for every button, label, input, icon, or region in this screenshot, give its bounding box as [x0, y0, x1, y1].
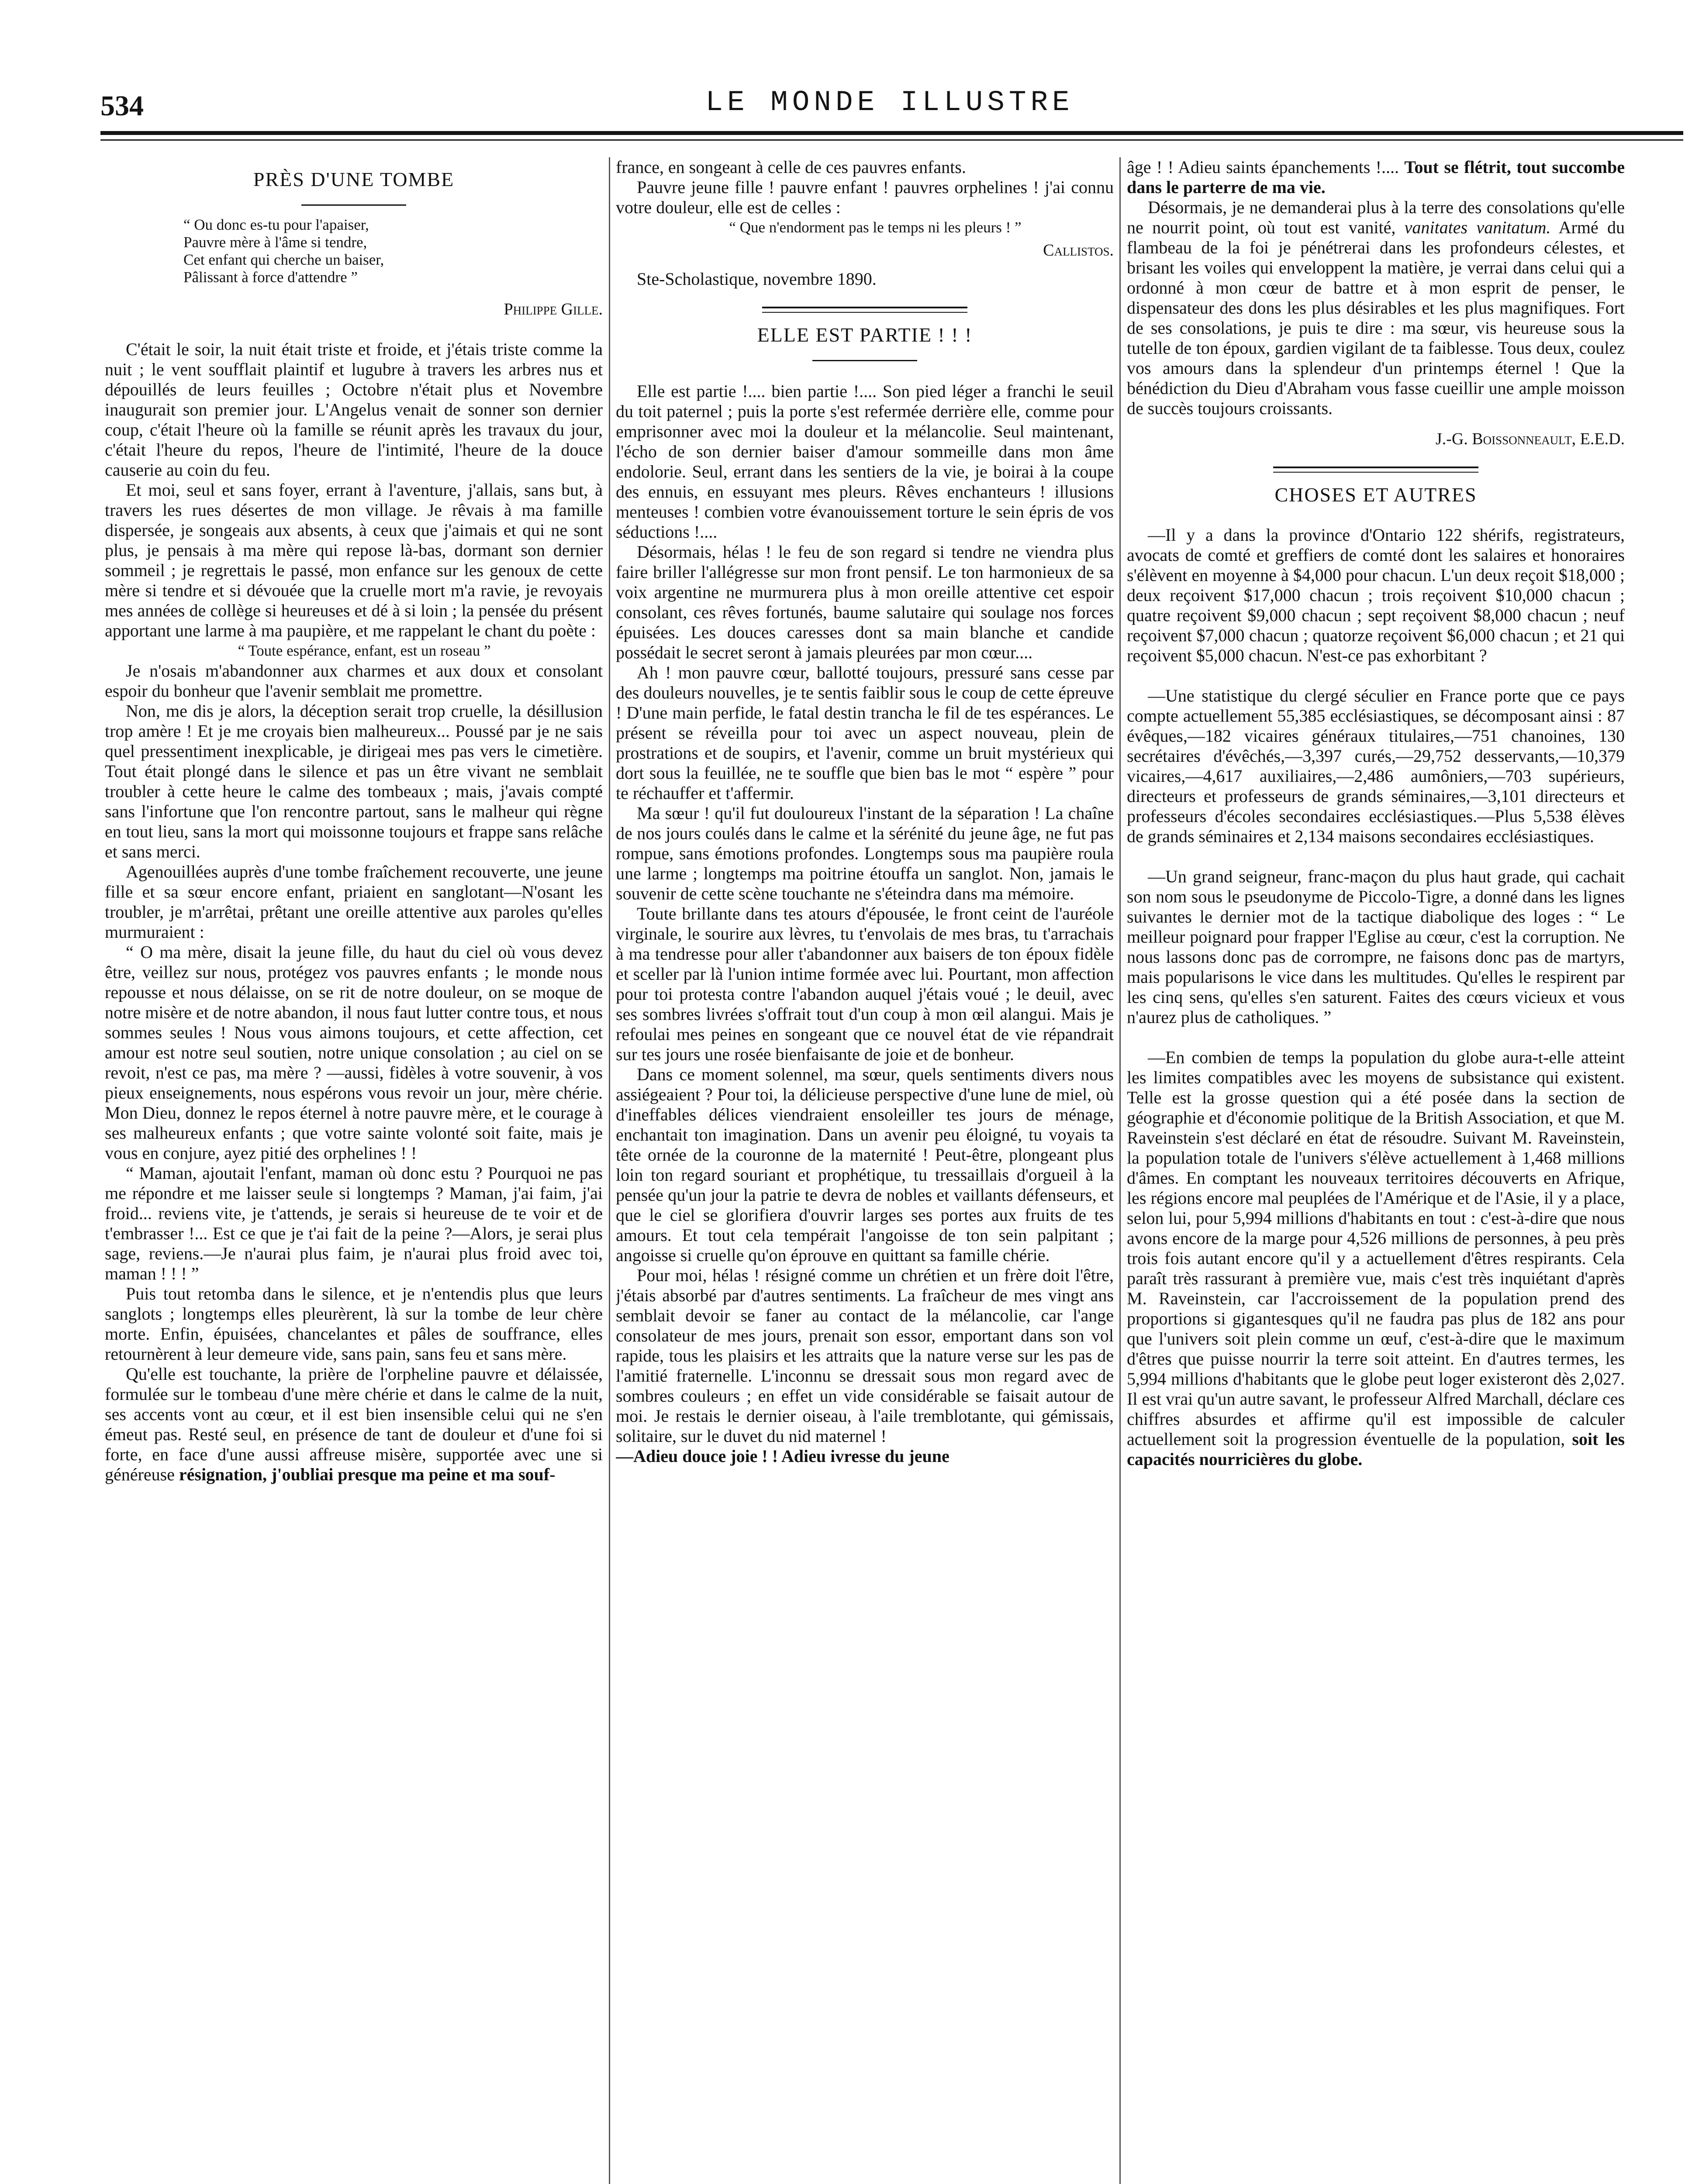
header-rule [100, 131, 1683, 141]
title-rule [812, 360, 917, 361]
paragraph: —Une statistique du clergé séculier en France porte que ce pays compte actuellement 55,385 ecclésiastiques, se décomposant ainsi : 87 évêques,—182 vicaires généraux titulaires,—751 chanoines, 130 secrétaires d'évêchés,—3,397 curés,—29,752 desservants,—10,379 vicaires,—4,617 auxiliaires,—2,486 aumôniers,—703 supérieurs, directeurs et professeurs de grands séminaires,—3,101 directeurs et professeurs d'écoles secondaires ecclésiastiques.—Plus 5,538 élèves de grands séminaires et 2,134 maisons secondaires ecclésiastiques. [1127, 686, 1625, 846]
quote: “ Toute espérance, enfant, est un roseau ” [238, 642, 491, 659]
article-title: CHOSES ET AUTRES [1274, 484, 1477, 506]
paragraph: —Un grand seigneur, franc-maçon du plus haut grade, qui cachait son nom sous le pseudonyme de Piccolo-Tigre, a donné dans les lignes suivantes le dernier mot de la tactique diabolique des loges : “ Le meilleur poignard pour frapper l'Eglise au cœur, c'est la corruption. Ne nous lassons donc pas de corrompre, ne faisons donc pas de martyrs, mais popularisons le vice dans les multitudes. Qu'elles le respirent par les cinq sens, qu'elles s'en saturent. Faites des cœurs vicieux et vous n'aurez plus de catholiques. ” [1127, 867, 1625, 1027]
article-title: ELLE EST PARTIE ! ! ! [757, 324, 973, 346]
text-run: Qu'elle est touchante, la prière de l'orpheline pauvre et délaissée, formulée sur le tombeau d'une mère chérie et dans le calme de la nuit, ses accents vont au cœur, et il est bien insensible celui qui ne s'en émeut pas. Resté seul, en présence de tant de douleur et d'une foi si forte, en face d'une aussi affreuse misère, supportée avec une si généreuse [105, 1364, 603, 1484]
section-rule [762, 307, 967, 313]
column-divider [1119, 157, 1121, 2184]
page-number: 534 [100, 90, 144, 122]
paragraph: Je n'osais m'abandonner aux charmes et aux doux et consolant espoir du bonheur que l'avenir semblait me promettre. [105, 661, 603, 701]
running-title: LE MONDE ILLUSTRE [705, 86, 1074, 119]
epigraph-line: Pauvre mère à l'âme si tendre, [183, 234, 367, 251]
paragraph: C'était le soir, la nuit était triste et froide, et j'étais triste comme la nuit ; le vent soufflait plaintif et lugubre à travers les arbres nus et dépouillés de leurs feuilles ; Octobre n'était plus et Novembre inaugurait son premier jour. L'Angelus venait de sonner son dernier coup, c'était l'heure où la famille se réunit après les travaux du jour, c'était l'heure du repos, l'heure de l'intimité, l'heure de la douce causerie au coin du feu. [105, 339, 603, 480]
paragraph: Dans ce moment solennel, ma sœur, quels sentiments divers nous assiégeaient ? Pour toi, la délicieuse perspective d'une lune de miel, où d'ineffables délices viendraient ensoleiller tes jours de ménage, enchantait ton imagination. Dans un avenir peu éloigné, tu voyais ta tête ornée de la couronne de la maternité ! Peut-être, plongeant plus loin ton regard souriant et prophétique, tu tressaillais d'orgueil à la pensée qu'un jour la patrie te devra de nobles et vaillants défenseurs, et que le ciel se glorifiera d'ouvrir larges ses portes aux fruits de tes amours. Et tout cela tempérait l'angoisse de ton sein palpitant ; angoisse si cruelle qu'on éprouve en quittant sa famille chérie. [616, 1064, 1114, 1265]
paragraph: Pour moi, hélas ! résigné comme un chrétien et un frère doit l'être, j'étais absorbé par d'autres sentiments. La fraîcheur de mes vingt ans semblait devoir se faner au contact de la mélancolie, car l'ange consolateur de mes jours, prenait son essor, emportant dans son vol rapide, tous les plaisirs et les attraits que la nature verse sur les pas de l'amitié fraternelle. L'inconnu se dressait sous mon regard avec de sombres couleurs ; en effet un vide considérable se faisait autour de moi. Je restais le dernier oiseau, à l'aile tremblotante, qui gémissais, solitaire, sur le duvet du nid maternel ! [616, 1265, 1114, 1446]
paragraph: Ma sœur ! qu'il fut douloureux l'instant de la séparation ! La chaîne de nos jours coulés dans le calme et la sérénité du jeune âge, ne fut pas rompue, sans émotions profondes. Longtemps sous ma paupière roula une larme ; longtemps ma poitrine étouffa un sanglot. Non, jamais le souvenir de cette scène touchante ne s'éteindra dans ma mémoire. [616, 803, 1114, 903]
paragraph: Et moi, seul et sans foyer, errant à l'aventure, j'allais, sans but, à travers les rues désertes de mon village. Je rêvais à ma famille dispersée, je songeais aux absents, à ceux que j'aimais et qui ne sont plus, je pensais à ma mère qui repose là-bas, dormant son dernier sommeil ; je regrettais le passé, mon enfance sur les genoux de cette mère si tendre et si dévouée que la cruelle mort m'a ravie, je revoyais mes années de collège si heureuses et dé à si loin ; la pensée du présent apportant une larme à ma paupière, et me rappelant le chant du poète : [105, 480, 603, 640]
text-run: Armé du flambeau de la foi je pénétrerai dans les profondeurs célestes, et brisant les voiles qui enveloppent la matière, je verrai dans celui qui a ordonné à mon cœur de battre et à mon esprit de penser, le dispensateur des dons les plus désirables et les plus magnifiques. Fort de ses consolations, je puis te dire : ma sœur, vis heureuse sous la tutelle de ton époux, gardien vigilant de ta faiblesse. Tous deux, coulez vos amours dans la splendeur d'un printemps éternel ! Que la bénédiction du Dieu d'Abraham vous fasse cueillir une ample moisson de succès toujours croissants. [1127, 218, 1625, 418]
paragraph: —Adieu douce joie ! ! Adieu ivresse du jeune [616, 1446, 950, 1466]
title-rule [301, 204, 406, 206]
text-run: Désormais, je ne demanderai plus à la terre des consolations qu'elle ne nourrit point, où tout est vanité, [1127, 197, 1625, 237]
paragraph: Puis tout retomba dans le silence, et je n'entendis plus que leurs sanglots ; longtemps elles pleurèrent, là sur la tombe de leur chère morte. Enfin, épuisées, chancelantes et pâles de souffrance, elles retournèrent à leur demeure vide, sans pain, sans feu et sans mère. [105, 1284, 603, 1364]
signature: J.-G. Boissonneault, E.E.D. [1435, 430, 1625, 448]
paragraph: Elle est partie !.... bien partie !.... Son pied léger a franchi le seuil du toit paternel ; puis la porte s'est refermée derrière elle, comme pour emprisonner avec moi la douleur et la mélancolie. Seul maintenant, l'écho de son dernier baiser d'amour sommeille dans mon âme endolorie. Seul, errant dans les sentiers de la vie, je boirai à la coupe des ennuis, en essuyant mes pleurs. Rêves enchanteurs ! illusions menteuses ! combien votre évanouissement torture le sein épris de vos séductions !.... [616, 381, 1114, 542]
paragraph [1127, 157, 1625, 197]
text-run-bold: résignation, j'oubliai presque ma peine et ma souf- [179, 1465, 556, 1484]
paragraph: france, en songeant à celle de ces pauvres enfants. [616, 157, 966, 177]
page-header [100, 76, 1679, 124]
paragraph: Agenouillées auprès d'une tombe fraîchement recouverte, une jeune fille et sa sœur encore enfant, priaient en sanglotant—N'osant les troubler, je m'arrêtai, prêtant une oreille attentive aux paroles qu'elles murmuraient : [105, 862, 603, 942]
text-run-bold: soit les capacités nourricières du globe. [1127, 1429, 1625, 1469]
epigraph-line: “ Ou donc es-tu pour l'apaiser, [183, 216, 369, 233]
epigraph-author: Philippe Gille. [504, 300, 603, 318]
paragraph: Toute brillante dans tes atours d'épousée, le front ceint de l'auréole virginale, le sourire aux lèvres, tu t'envolais de mes bras, tu t'arrachais à ma tendresse pour aller t'abandonner aux baisers de ton époux fidèle et sceller par là l'union intime formée avec lui. Pourtant, mon affection pour toi protesta contre l'abandon auquel j'étais voué ; le deuil, avec ses sombres livrées s'offrait tout d'un coup à mon œil alangui. Mais je refoulai mes peines en songeant que ce nouvel état de vie répandrait sur tes jours une rosée bienfaisante de joie et de bonheur. [616, 904, 1114, 1064]
paragraph: —Il y a dans la province d'Ontario 122 shérifs, registrateurs, avocats de comté et greffiers de comté dont les salaires et honoraires s'élèvent en moyenne à $4,000 pour chacun. L'un deux reçoit $18,000 ; deux reçoivent $17,000 chacun ; trois reçoivent $10,000 chacun ; quatre reçoivent $9,000 chacun ; sept reçoivent $8,000 chacun ; neuf reçoivent $7,000 chacun ; quatorze reçoivent $6,000 chacun ; et 21 qui reçoivent $5,000 chacun. N'est-ce pas exhorbitant ? [1127, 525, 1625, 665]
text-run: —En combien de temps la population du globe aura-t-elle atteint les limites compatibles avec les moyens de subsistance qui existent. Telle est la grosse question qui a été posée dans la section de géographie et d'économie politique de la British Association, et que M. Raveinstein s'est déclaré en état de résoudre. Suivant M. Raveinstein, la population totale de l'univers s'élève actuellement à 1,468 millions d'âmes. En comptant les nouveaux territoires découverts en Afrique, les régions encore mal peuplées de l'Amérique et de l'Asie, il y a place, selon lui, pour 5,994 millions d'habitants en tout : c'est-à-dire que nous avons encore de la marge pour 4,526 millions de personnes, à peu près trois fois autant encore qu'il y a actuellement d'êtres respirants. Cela paraît très rassurant à première vue, mais c'est très inquiétant d'après M. Raveinstein, car l'accroissement de la population prend des proportions si gigantesques qu'il ne faudra pas plus de 182 ans pour que l'univers soit plein comme un œuf, c'est-à-dire que le maximum d'êtres que puisse nourrir la terre soit atteint. En d'autres termes, les 5,994 millions d'habitants que le globe peut loger existeront dès 2,027. Il est vrai qu'un autre savant, le professeur Alfred Marchall, déclare ces chiffres absurdes et affirme qu'il est impossible de calculer actuellement soit la progression éventuelle de la population, [1127, 1047, 1625, 1449]
paragraph [1127, 197, 1625, 418]
latin-phrase: vanitates vanitatum. [1404, 218, 1551, 237]
paragraph: Non, me dis je alors, la déception serait trop cruelle, la désillusion trop amère ! Et je me croyais bien malheureux... Poussé par je ne sais quel pressentiment inexplicable, je dirigeai mes pas vers le cimetière. Tout était plongé dans le silence et pas un être vivant ne semblait troubler à cette heure le calme des tombeaux ; mais, j'avais compté sans l'infortune que l'on rencontre partout, sans le malheur qui règne en tout lieu, sans la mort qui moissonne toujours et frappe sans relâche et sans merci. [105, 701, 603, 861]
paragraph: Ah ! mon pauvre cœur, ballotté toujours, pressuré sans cesse par des douleurs nouvelles, je te sentis faiblir sous le coup de cette épreuve ! D'une main perfide, le fatal destin trancha le fil de tes espérances. Le présent se réveilla pour toi avec un aspect nouveau, plein de prostrations et de soupirs, et l'avenir, comme un bruit mystérieux qui dort sous la feuillée, ne te souffle que bien bas le mot “ espère ” pour te réchauffer et t'affermir. [616, 663, 1114, 803]
paragraph: Désormais, hélas ! le feu de son regard si tendre ne viendra plus faire briller l'allégresse sur mon front pensif. Le ton harmonieux de sa voix argentine ne murmurera plus à mon oreille attentive cet espoir consolant, ces rêves fortunés, baume salutaire qui soulage nos forces épuisées. Les douces caresses dont sa main blanche et candide possédait le secret seront à jamais pleurées par mon cœur.... [616, 542, 1114, 662]
paragraph: “ O ma mère, disait la jeune fille, du haut du ciel où vous devez être, veillez sur nous, protégez vos pauvres enfants ; le monde nous repousse et nous délaisse, on se rit de notre douleur, on se moque de notre misère et de notre abandon, il nous faut lutter contre tous, et nous sommes seules ! Nous vous aimons toujours, et cette affection, cet amour est notre seul soutien, notre unique consolation ; au ciel on se revoit, n'est ce pas, ma mère ? —aussi, fidèles à votre souvenir, à vos pieux enseignements, nous espérons vous revoir un jour, mère chérie. Mon Dieu, donnez le repos éternel à notre pauvre mère, et le courage à ses malheureux enfants ; que votre sainte volonté soit faite, mais je vous en conjure, ayez pitié des orphelines ! ! [105, 942, 603, 1163]
column-divider [609, 157, 610, 2184]
quote: “ Que n'endorment pas le temps ni les pleurs ! ” [729, 219, 1022, 236]
paragraph: Pauvre jeune fille ! pauvre enfant ! pauvres orphelines ! j'ai connu votre douleur, elle est de celles : [616, 177, 1114, 217]
section-rule [1273, 467, 1478, 473]
column-1 [105, 157, 603, 2184]
epigraph-line: Cet enfant qui cherche un baiser, [183, 251, 384, 268]
paragraph: “ Maman, ajoutait l'enfant, maman où donc estu ? Pourquoi ne pas me répondre et me laisser seule si longtemps ? Maman, j'ai faim, j'ai froid... reviens vite, je t'attends, je serais si heureuse de te voir et de t'embrasser !... Est ce que je t'ai fait de la peine ?—Alors, je serai plus sage, reviens.—Je n'aurai plus faim, je n'aurai plus froid avec toi, maman ! ! ! ” [105, 1163, 603, 1283]
article-author: Callistos. [1043, 241, 1114, 259]
paragraph [1127, 1047, 1625, 1469]
epigraph-line: Pâlissant à force d'attendre ” [183, 269, 358, 286]
paragraph [105, 1364, 603, 1485]
column-3 [1127, 157, 1625, 2184]
text-run-bold: Tout se flétrit, tout succombe dans le parterre de ma vie. [1127, 157, 1625, 197]
epigraph [183, 216, 577, 286]
place-date: Ste-Scholastique, novembre 1890. [637, 269, 877, 289]
column-2 [616, 157, 1114, 2184]
text-run: âge ! ! Adieu saints épanchements !.... [1127, 157, 1405, 177]
article-title: PRÈS D'UNE TOMBE [253, 168, 455, 190]
